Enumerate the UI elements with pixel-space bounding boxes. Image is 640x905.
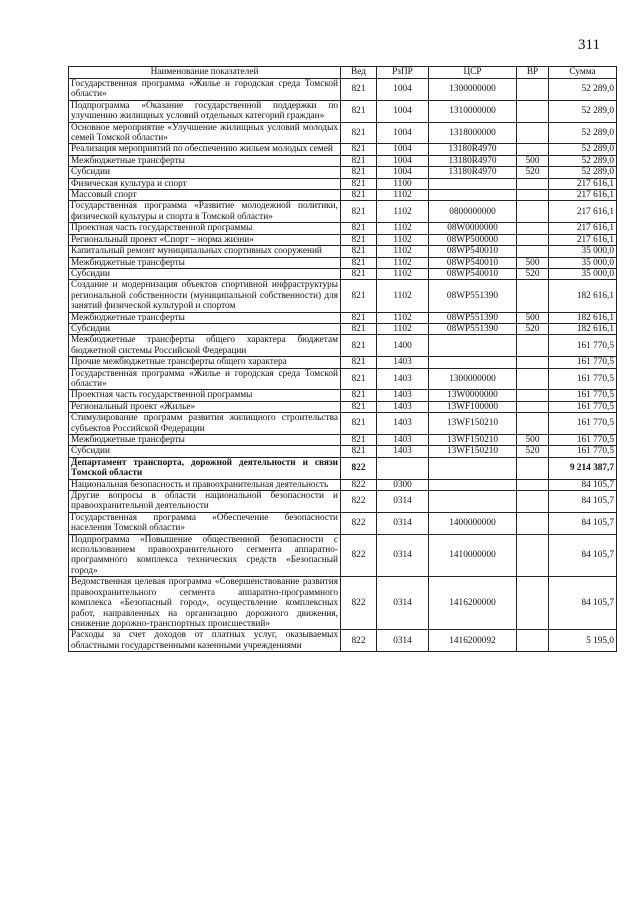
- cell-csr: 08WP551390: [429, 280, 517, 312]
- cell-sum: 161 770,5: [549, 435, 617, 446]
- cell-sum: 217 616,1: [549, 190, 617, 201]
- cell-rzpr: 1102: [377, 323, 429, 334]
- table-row: [69, 491, 617, 513]
- table-header-row: [69, 67, 617, 79]
- cell-rzpr: [377, 457, 429, 479]
- cell-sum: 52 289,0: [549, 122, 617, 144]
- cell-csr: 08WP540010: [429, 246, 517, 257]
- cell-name: Межбюджетные трансферты: [69, 257, 341, 268]
- table-row: [69, 457, 617, 479]
- cell-rzpr: 1400: [377, 335, 429, 357]
- table-row: [69, 268, 617, 279]
- cell-ved: 821: [341, 122, 377, 144]
- cell-ved: 821: [341, 201, 377, 223]
- cell-sum: 52 289,0: [549, 155, 617, 166]
- cell-ved: 821: [341, 368, 377, 390]
- table-row: [69, 577, 617, 630]
- cell-sum: 5 195,0: [549, 630, 617, 652]
- cell-vr: 500: [517, 257, 549, 268]
- table-row: [69, 223, 617, 234]
- cell-csr: [429, 190, 517, 201]
- cell-sum: 161 770,5: [549, 413, 617, 435]
- cell-ved: 821: [341, 446, 377, 457]
- cell-vr: [517, 479, 549, 490]
- cell-rzpr: 1100: [377, 178, 429, 189]
- cell-ved: 822: [341, 512, 377, 534]
- cell-csr: 08WP551390: [429, 323, 517, 334]
- cell-rzpr: 1004: [377, 144, 429, 155]
- header-csr: ЦСР: [429, 67, 517, 79]
- table-row: [69, 257, 617, 268]
- cell-name: Основное мероприятие «Улучшение жилищных условий молодых семей Томской области»: [69, 122, 341, 144]
- cell-sum: 52 289,0: [549, 79, 617, 101]
- cell-vr: [517, 234, 549, 245]
- cell-vr: [517, 100, 549, 122]
- cell-ved: 821: [341, 257, 377, 268]
- cell-csr: [429, 479, 517, 490]
- cell-csr: 1410000000: [429, 534, 517, 577]
- cell-sum: 161 770,5: [549, 335, 617, 357]
- cell-csr: 1300000000: [429, 79, 517, 101]
- cell-rzpr: 1102: [377, 223, 429, 234]
- cell-rzpr: 0314: [377, 491, 429, 513]
- cell-name: Субсидии: [69, 446, 341, 457]
- cell-name: Массовый спорт: [69, 190, 341, 201]
- table-row: [69, 479, 617, 490]
- cell-csr: 13WF150210: [429, 413, 517, 435]
- cell-vr: 500: [517, 312, 549, 323]
- cell-sum: 84 105,7: [549, 491, 617, 513]
- cell-sum: 52 289,0: [549, 167, 617, 178]
- cell-name: Подпрограмма «Оказание государственной поддержки по улучшению жилищных условий отдельных категорий граждан»: [69, 100, 341, 122]
- table-row: [69, 178, 617, 189]
- cell-ved: 821: [341, 268, 377, 279]
- table-row: [69, 534, 617, 577]
- cell-vr: [517, 79, 549, 101]
- cell-csr: 08WP500000: [429, 234, 517, 245]
- cell-sum: 161 770,5: [549, 401, 617, 412]
- cell-vr: [517, 534, 549, 577]
- cell-sum: 84 105,7: [549, 534, 617, 577]
- cell-rzpr: 1102: [377, 268, 429, 279]
- cell-rzpr: 1004: [377, 167, 429, 178]
- cell-vr: [517, 457, 549, 479]
- budget-table: [68, 66, 617, 652]
- cell-name: Государственная программа «Жилье и городская среда Томской области»: [69, 79, 341, 101]
- cell-rzpr: 0314: [377, 512, 429, 534]
- header-vr: ВР: [517, 67, 549, 79]
- cell-name: Департамент транспорта, дорожной деятельности и связи Томской области: [69, 457, 341, 479]
- cell-csr: [429, 178, 517, 189]
- cell-ved: 822: [341, 457, 377, 479]
- cell-name: Другие вопросы в области национальной безопасности и правоохранительной деятельности: [69, 491, 341, 513]
- table-row: [69, 357, 617, 368]
- cell-sum: 161 770,5: [549, 390, 617, 401]
- cell-csr: 13180R4970: [429, 167, 517, 178]
- cell-name: Межбюджетные трансферты: [69, 312, 341, 323]
- cell-rzpr: 1004: [377, 122, 429, 144]
- cell-vr: [517, 178, 549, 189]
- table-row: [69, 122, 617, 144]
- table-row: [69, 512, 617, 534]
- cell-ved: 821: [341, 280, 377, 312]
- cell-sum: 35 000,0: [549, 268, 617, 279]
- cell-ved: 822: [341, 577, 377, 630]
- cell-ved: 821: [341, 100, 377, 122]
- cell-vr: [517, 246, 549, 257]
- cell-csr: 1310000000: [429, 100, 517, 122]
- cell-rzpr: 1102: [377, 234, 429, 245]
- cell-csr: 13180R4970: [429, 144, 517, 155]
- cell-name: Субсидии: [69, 323, 341, 334]
- cell-csr: 13WF150210: [429, 435, 517, 446]
- table-row: [69, 190, 617, 201]
- cell-vr: [517, 413, 549, 435]
- cell-vr: 520: [517, 268, 549, 279]
- cell-vr: [517, 223, 549, 234]
- cell-vr: [517, 357, 549, 368]
- cell-sum: 182 616,1: [549, 323, 617, 334]
- cell-name: Прочие межбюджетные трансферты общего характера: [69, 357, 341, 368]
- cell-ved: 822: [341, 630, 377, 652]
- table-row: [69, 630, 617, 652]
- cell-rzpr: 0314: [377, 534, 429, 577]
- cell-rzpr: 1102: [377, 201, 429, 223]
- cell-sum: 182 616,1: [549, 312, 617, 323]
- table-row: [69, 335, 617, 357]
- cell-sum: 161 770,5: [549, 357, 617, 368]
- cell-vr: 520: [517, 323, 549, 334]
- table-row: [69, 155, 617, 166]
- cell-csr: 1300000000: [429, 368, 517, 390]
- cell-ved: 821: [341, 223, 377, 234]
- cell-sum: 217 616,1: [549, 234, 617, 245]
- cell-name: Межбюджетные трансферты общего характера бюджетам бюджетной системы Российской Федерации: [69, 335, 341, 357]
- cell-csr: 1318000000: [429, 122, 517, 144]
- cell-sum: 182 616,1: [549, 280, 617, 312]
- cell-ved: 821: [341, 234, 377, 245]
- cell-ved: 821: [341, 190, 377, 201]
- cell-csr: 1416200000: [429, 577, 517, 630]
- cell-sum: 161 770,5: [549, 446, 617, 457]
- cell-vr: [517, 577, 549, 630]
- table-row: [69, 100, 617, 122]
- cell-ved: 821: [341, 390, 377, 401]
- cell-vr: 520: [517, 167, 549, 178]
- cell-ved: 821: [341, 155, 377, 166]
- cell-name: Проектная часть государственной программы: [69, 390, 341, 401]
- cell-csr: 13180R4970: [429, 155, 517, 166]
- cell-vr: [517, 190, 549, 201]
- header-ved: Вед: [341, 67, 377, 79]
- table-row: [69, 144, 617, 155]
- cell-ved: 821: [341, 401, 377, 412]
- table-row: [69, 312, 617, 323]
- cell-csr: 08WP540010: [429, 268, 517, 279]
- table-row: [69, 246, 617, 257]
- cell-sum: 217 616,1: [549, 178, 617, 189]
- cell-vr: [517, 630, 549, 652]
- cell-sum: 217 616,1: [549, 223, 617, 234]
- cell-rzpr: 0314: [377, 577, 429, 630]
- cell-name: Субсидии: [69, 268, 341, 279]
- cell-csr: 0800000000: [429, 201, 517, 223]
- cell-name: Государственная программа «Жилье и городская среда Томской области»: [69, 368, 341, 390]
- cell-rzpr: 1102: [377, 280, 429, 312]
- cell-ved: 822: [341, 534, 377, 577]
- cell-name: Государственная программа «Развитие молодежной политики, физической культуры и спорта в Томской области»: [69, 201, 341, 223]
- cell-ved: 822: [341, 491, 377, 513]
- cell-rzpr: 1403: [377, 413, 429, 435]
- cell-vr: [517, 201, 549, 223]
- header-sum: Сумма: [549, 67, 617, 79]
- cell-sum: 161 770,5: [549, 368, 617, 390]
- cell-sum: 84 105,7: [549, 577, 617, 630]
- cell-rzpr: 1403: [377, 435, 429, 446]
- cell-name: Субсидии: [69, 167, 341, 178]
- cell-csr: [429, 335, 517, 357]
- cell-name: Стимулирование программ развития жилищного строительства субъектов Российской Федерации: [69, 413, 341, 435]
- cell-ved: 822: [341, 479, 377, 490]
- cell-rzpr: 1004: [377, 100, 429, 122]
- cell-ved: 821: [341, 167, 377, 178]
- cell-rzpr: 1403: [377, 357, 429, 368]
- cell-ved: 821: [341, 435, 377, 446]
- cell-csr: [429, 457, 517, 479]
- cell-vr: [517, 144, 549, 155]
- table-row: [69, 234, 617, 245]
- table-row: [69, 413, 617, 435]
- cell-name: Физическая культура и спорт: [69, 178, 341, 189]
- cell-rzpr: 1102: [377, 246, 429, 257]
- table-row: [69, 201, 617, 223]
- cell-name: Региональный проект «Спорт – норма жизни»: [69, 234, 341, 245]
- cell-rzpr: 1004: [377, 79, 429, 101]
- cell-name: Государственная программа «Обеспечение безопасности населения Томской области»: [69, 512, 341, 534]
- cell-ved: 821: [341, 178, 377, 189]
- cell-csr: 08WP551390: [429, 312, 517, 323]
- cell-rzpr: 0314: [377, 630, 429, 652]
- cell-vr: 520: [517, 446, 549, 457]
- header-rzpr: РзПР: [377, 67, 429, 79]
- table-row: [69, 280, 617, 312]
- cell-name: Создание и модернизация объектов спортивной инфраструктуры региональной собственности (муниципальной собственности) для занятий физической культурой и спортом: [69, 280, 341, 312]
- cell-name: Национальная безопасность и правоохранительная деятельность: [69, 479, 341, 490]
- page-number: 311: [578, 37, 600, 53]
- cell-csr: 1416200092: [429, 630, 517, 652]
- cell-csr: [429, 491, 517, 513]
- cell-csr: 1400000000: [429, 512, 517, 534]
- cell-sum: 217 616,1: [549, 201, 617, 223]
- cell-rzpr: 1403: [377, 390, 429, 401]
- cell-rzpr: 1102: [377, 190, 429, 201]
- table-row: [69, 79, 617, 101]
- cell-vr: [517, 335, 549, 357]
- cell-vr: 500: [517, 435, 549, 446]
- cell-vr: [517, 512, 549, 534]
- cell-ved: 821: [341, 79, 377, 101]
- cell-name: Межбюджетные трансферты: [69, 435, 341, 446]
- cell-vr: [517, 401, 549, 412]
- cell-name: Межбюджетные трансферты: [69, 155, 341, 166]
- cell-name: Реализация мероприятий по обеспечению жильем молодых семей: [69, 144, 341, 155]
- header-name: Наименование показателей: [69, 67, 341, 79]
- cell-rzpr: 1004: [377, 155, 429, 166]
- cell-csr: 13WF150210: [429, 446, 517, 457]
- cell-name: Подпрограмма «Повышение общественной безопасности с использованием правоохранительного сегмента аппаратно-программного комплекса технических средств «Безопасный город»: [69, 534, 341, 577]
- cell-name: Капитальный ремонт муниципальных спортивных сооружений: [69, 246, 341, 257]
- cell-ved: 821: [341, 323, 377, 334]
- cell-vr: [517, 280, 549, 312]
- cell-ved: 821: [341, 312, 377, 323]
- cell-vr: [517, 368, 549, 390]
- cell-sum: 52 289,0: [549, 144, 617, 155]
- cell-csr: 08WP540010: [429, 257, 517, 268]
- cell-rzpr: 1403: [377, 446, 429, 457]
- cell-vr: [517, 390, 549, 401]
- table-row: [69, 401, 617, 412]
- cell-csr: 08W0000000: [429, 223, 517, 234]
- table-row: [69, 446, 617, 457]
- cell-rzpr: 1403: [377, 401, 429, 412]
- table-row: [69, 323, 617, 334]
- cell-rzpr: 1403: [377, 368, 429, 390]
- table-row: [69, 390, 617, 401]
- cell-sum: 9 214 387,7: [549, 457, 617, 479]
- cell-sum: 84 105,7: [549, 479, 617, 490]
- cell-csr: 13WF100000: [429, 401, 517, 412]
- cell-name: Ведомственная целевая программа «Совершенствование развития правоохранительного сегмента аппаратно-программного комплекса «Безопасный город», осуществление комплексных работ, направленных на организацию дорожного движения, снижение дорожно-транспортных происшествий»: [69, 577, 341, 630]
- cell-csr: 13W0000000: [429, 390, 517, 401]
- cell-ved: 821: [341, 144, 377, 155]
- cell-vr: [517, 122, 549, 144]
- cell-csr: [429, 357, 517, 368]
- table-row: [69, 167, 617, 178]
- cell-vr: 500: [517, 155, 549, 166]
- cell-rzpr: 1102: [377, 312, 429, 323]
- cell-sum: 35 000,0: [549, 257, 617, 268]
- cell-sum: 84 105,7: [549, 512, 617, 534]
- cell-sum: 52 289,0: [549, 100, 617, 122]
- cell-ved: 821: [341, 413, 377, 435]
- cell-rzpr: 1102: [377, 257, 429, 268]
- cell-vr: [517, 491, 549, 513]
- cell-name: Проектная часть государственной программы: [69, 223, 341, 234]
- cell-rzpr: 0300: [377, 479, 429, 490]
- cell-sum: 35 000,0: [549, 246, 617, 257]
- cell-name: Расходы за счет доходов от платных услуг, оказываемых областными государственными казенными учреждениями: [69, 630, 341, 652]
- cell-ved: 821: [341, 335, 377, 357]
- table-row: [69, 435, 617, 446]
- cell-ved: 821: [341, 246, 377, 257]
- table-row: [69, 368, 617, 390]
- cell-ved: 821: [341, 357, 377, 368]
- cell-name: Региональный проект «Жилье»: [69, 401, 341, 412]
